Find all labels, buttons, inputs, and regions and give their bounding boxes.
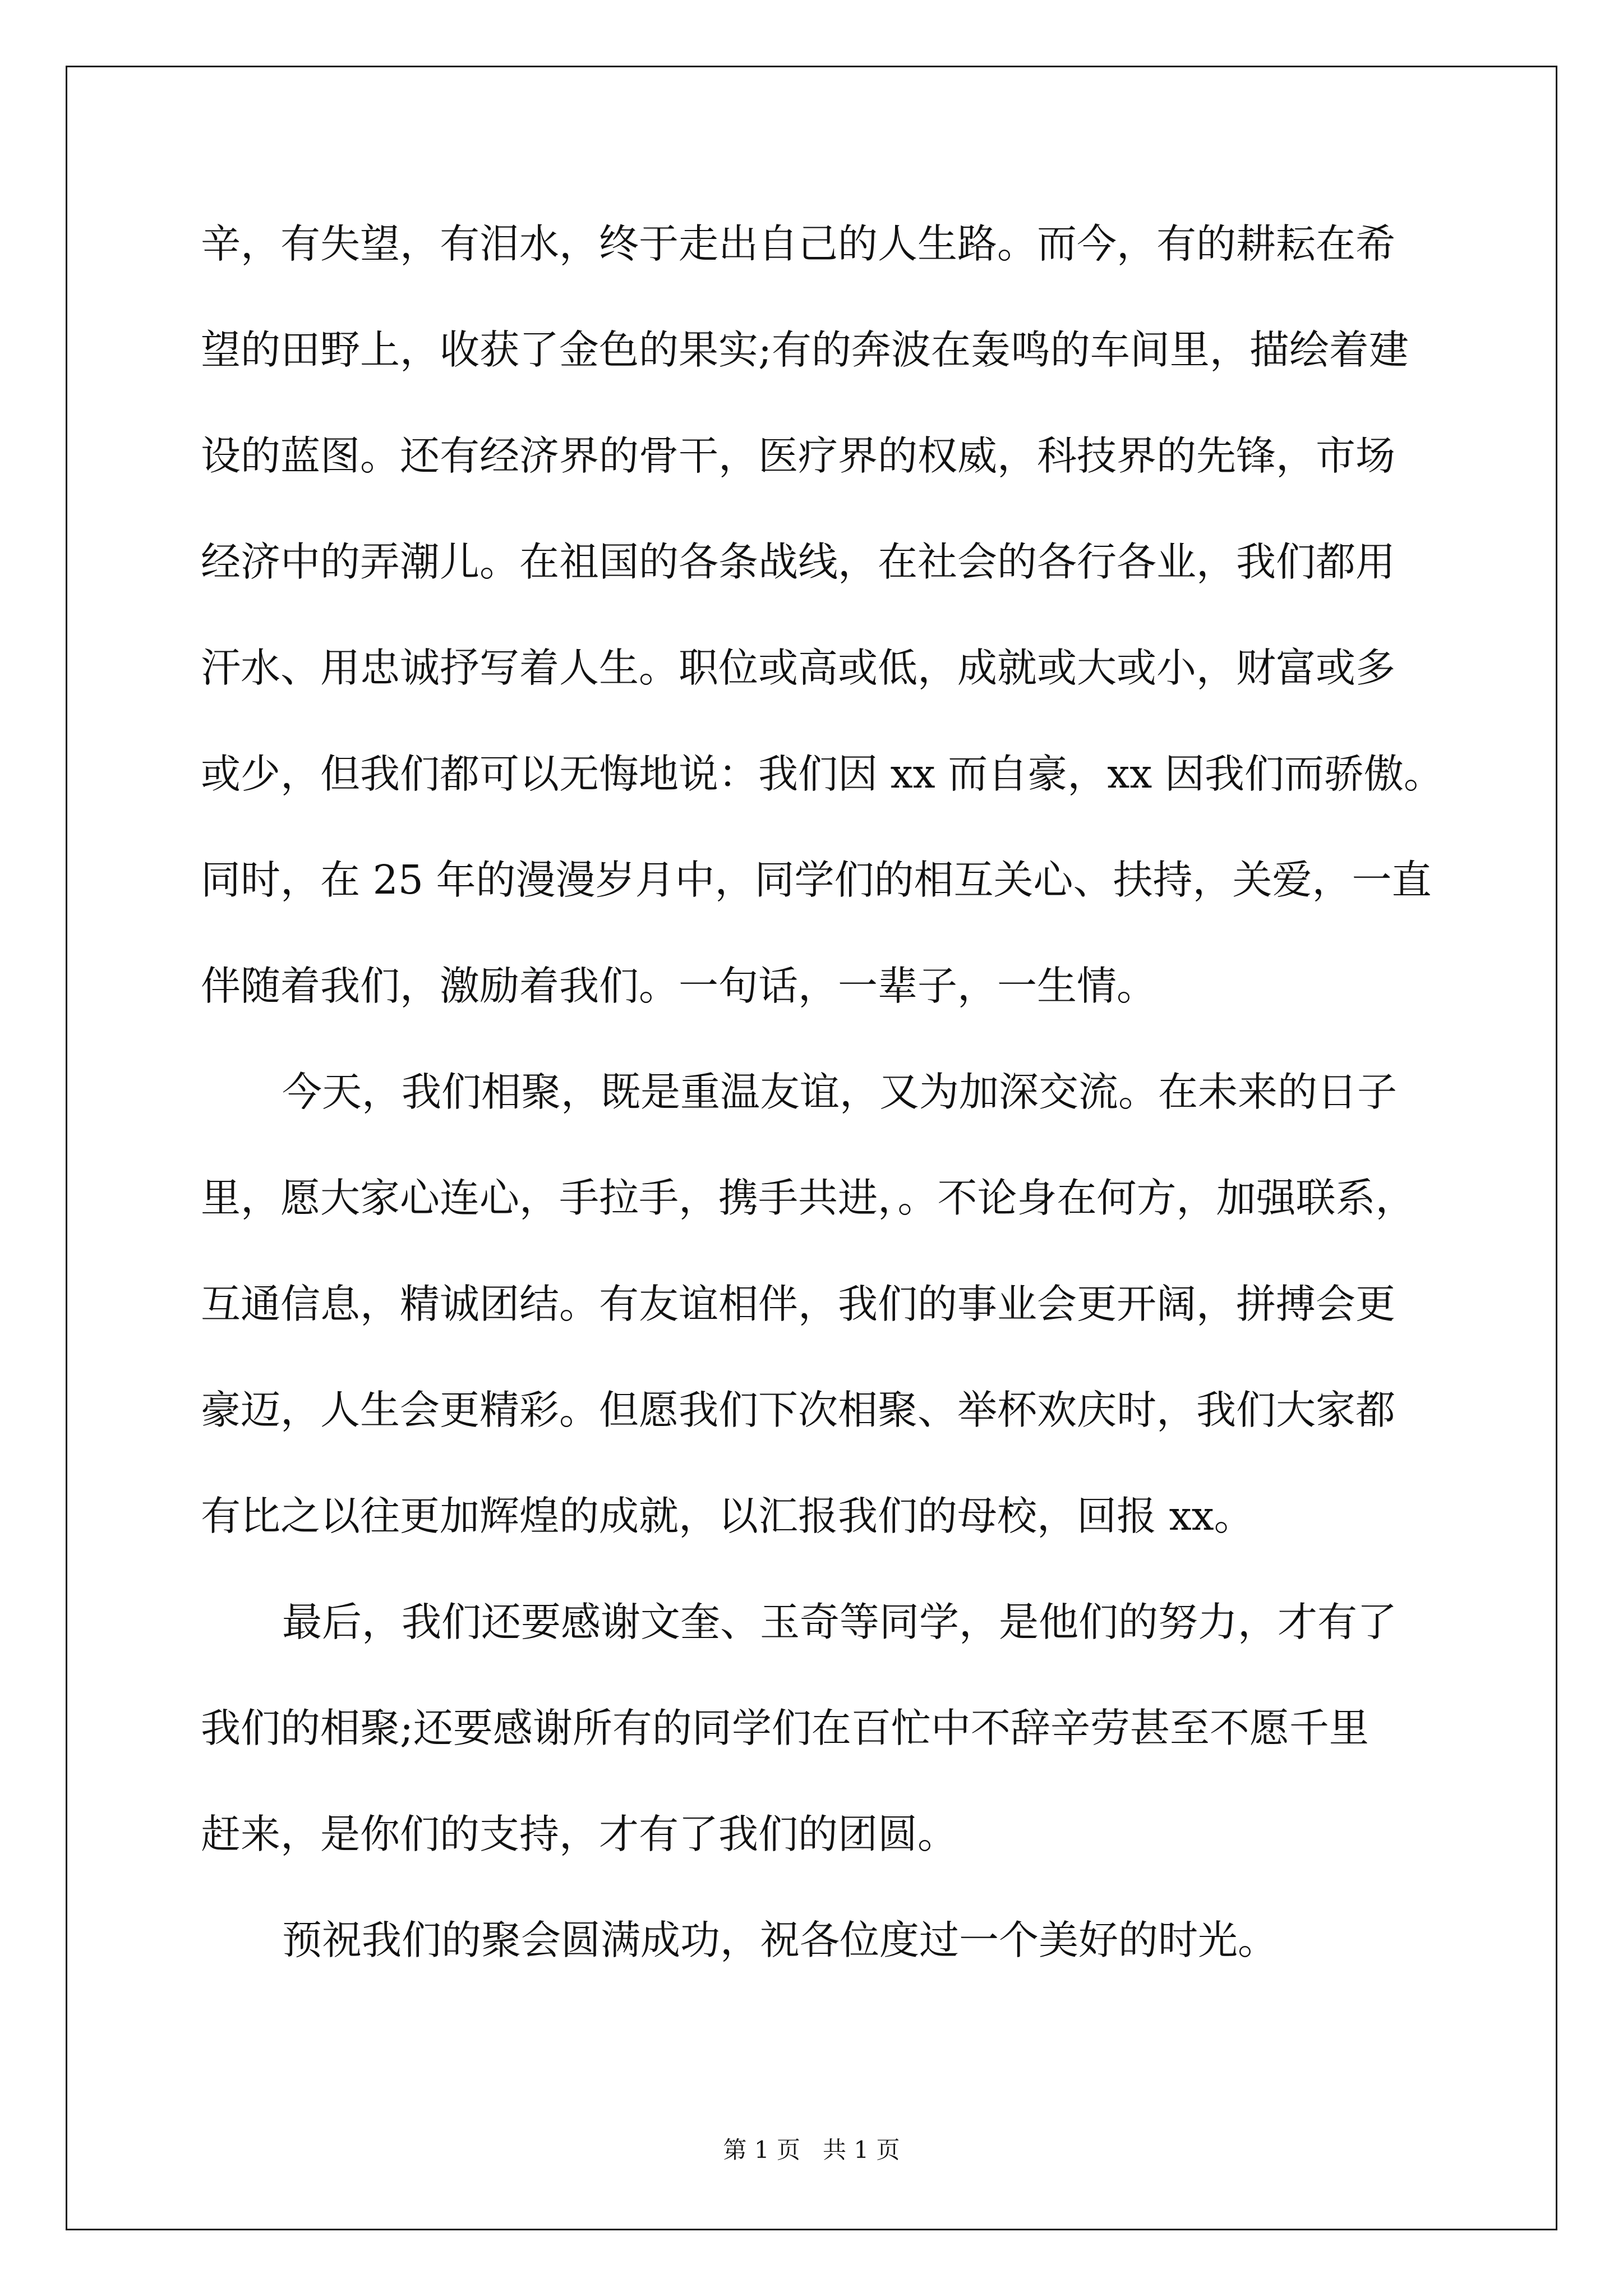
text-line: 豪迈，人生会更精彩。但愿我们下次相聚、举杯欢庆时，我们大家都: [201, 1387, 1396, 1433]
text-line: 有比之以往更加辉煌的成就，以汇报我们的母校，回报 xx。: [201, 1493, 1254, 1539]
text-line: 设的蓝图。还有经济界的骨干，医疗界的权威，科技界的先锋，市场: [201, 432, 1396, 479]
paragraph-1: [201, 191, 1479, 1039]
text-line: 同时，在 25 年的漫漫岁月中，同学们的相互关心、扶持，关爱，一直: [201, 857, 1432, 903]
text-line: 今天，我们相聚，既是重温友谊，又为加深交流。在未来的日子: [282, 1069, 1398, 1115]
text-line: 经济中的弄潮儿。在祖国的各条战线，在社会的各行各业，我们都用: [201, 539, 1396, 585]
text-line: 最后，我们还要感谢文奎、玉奇等同学，是他们的努力，才有了: [282, 1599, 1398, 1645]
text-line: 互通信息，精诚团结。有友谊相伴，我们的事业会更开阔，拼搏会更: [201, 1281, 1396, 1327]
page-number-footer: 第 1 页 共 1 页: [723, 2136, 900, 2164]
text-line: 或少，但我们都可以无悔地说：我们因 xx 而自豪，xx 因我们而骄傲。: [201, 751, 1444, 797]
document-body: [201, 191, 1479, 1993]
text-line: 望的田野上，收获了金色的果实;有的奔波在轰鸣的车间里，描绘着建: [201, 326, 1409, 373]
text-line: 预祝我们的聚会圆满成功，祝各位度过一个美好的时光。: [282, 1917, 1278, 1963]
text-line: 伴随着我们，激励着我们。一句话，一辈子，一生情。: [201, 963, 1157, 1009]
text-line: 辛，有失望，有泪水，终于走出自己的人生路。而今，有的耕耘在希: [201, 220, 1396, 267]
text-line: 汗水、用忠诚抒写着人生。职位或高或低，成就或大或小，财富或多: [201, 645, 1396, 691]
text-line: 我们的相聚;还要感谢所有的同学们在百忙中不辞辛劳甚至不愿千里: [201, 1705, 1369, 1751]
paragraph-3: [201, 1569, 1479, 1887]
paragraph-4: [201, 1887, 1479, 1993]
paragraph-2: [201, 1039, 1479, 1569]
text-line: 里，愿大家心连心，手拉手，携手共进，。不论身在何方，加强联系，: [201, 1175, 1415, 1221]
text-line: 赶来，是你们的支持，才有了我们的团圆。: [201, 1811, 958, 1857]
